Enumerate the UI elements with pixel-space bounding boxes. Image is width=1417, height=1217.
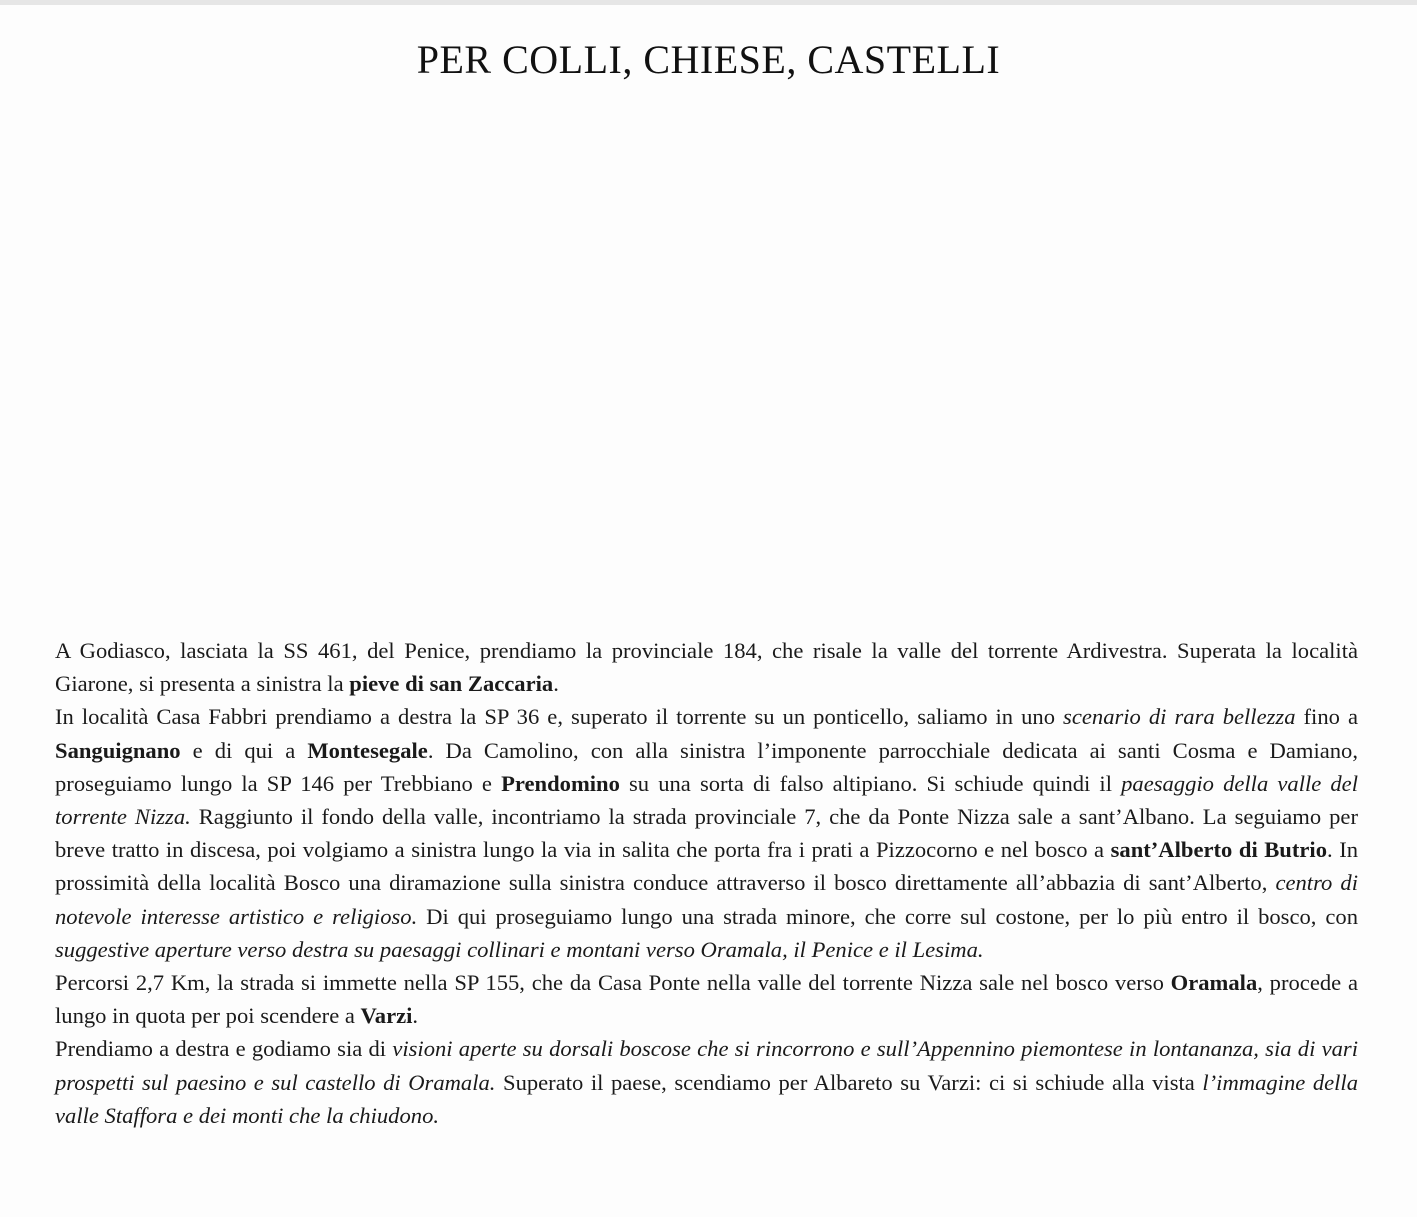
text-run: In località Casa Fabbri prendiamo a destra la SP 36 e, superato il torrente su un ponticello, saliamo in uno xyxy=(55,704,1064,730)
text-run: . In prossimità della località Bosco una diramazione sulla sinistra conduce attraverso il bosco direttamente all’abbazia di sant’Alberto, xyxy=(55,837,1359,896)
text-run: Di qui proseguiamo lungo una strada minore, che corre sul costone, per lo più entro il bosco, con xyxy=(417,903,1358,929)
text-run: , procede a lungo in quota per poi scendere a xyxy=(55,970,1358,1029)
text-run: e di qui a xyxy=(180,737,308,763)
paragraph-3 xyxy=(55,966,1358,1032)
emphasis: visioni aperte su dorsali boscose che si rincorrono e sull’Appennino piemontese in lontananza, sia di vari prospetti sul paesino e sul castello di Oramala. xyxy=(55,1036,1358,1095)
place-name: Varzi xyxy=(360,1003,413,1029)
place-name: Montesegale xyxy=(307,737,428,763)
page-top-edge xyxy=(0,0,1417,5)
paragraph-2 xyxy=(55,700,1358,966)
text-run: Superato il paese, scendiamo per Albareto su Varzi: ci si schiude alla vista xyxy=(495,1069,1203,1095)
body-text xyxy=(55,634,1358,1132)
place-name: Prendomino xyxy=(501,770,620,796)
place-name: sant’Alberto di Butrio xyxy=(1110,837,1328,863)
text-run: su una sorta di falso altipiano. Si schiude quindi il xyxy=(619,770,1122,796)
text-run: . Da Camolino, con alla sinistra l’imponente parrocchiale dedicata ai santi Cosma e Damiano, proseguiamo lungo la SP 146 per Trebbiano e xyxy=(55,737,1358,796)
page-title: PER COLLI, CHIESE, CASTELLI xyxy=(416,37,1001,82)
emphasis: centro di notevole interesse artistico e religioso. xyxy=(55,870,1358,929)
emphasis: suggestive aperture verso destra su paesaggi collinari e montani verso Oramala, il Penice e il Lesima. xyxy=(55,936,984,962)
place-name: pieve di san Zaccaria xyxy=(349,671,554,697)
emphasis: l’immagine della valle Staffora e dei monti che la chiudono. xyxy=(55,1069,1358,1128)
paragraph-4 xyxy=(55,1032,1358,1132)
emphasis: paesaggio della valle del torrente Nizza. xyxy=(55,770,1358,830)
text-run: A Godiasco, lasciata la SS 461, del Penice, prendiamo la provinciale 184, che risale la valle del torrente Ardivestra. Superata la località Giarone, si presenta a sinistra la xyxy=(55,638,1358,697)
text-run: fino a xyxy=(1295,704,1358,730)
place-name: Sanguignano xyxy=(55,737,181,763)
text-run: Percorsi 2,7 Km, la strada si immette nella SP 155, che da Casa Ponte nella valle del torrente Nizza sale nel bosco verso xyxy=(55,970,1171,996)
text-run: Raggiunto il fondo della valle, incontriamo la strada provinciale 7, che da Ponte Nizza sale a sant’Albano. La seguiamo per breve tratto in discesa, poi volgiamo a sinistra lungo la via in salita che porta fra i prati a Pizzocorno e nel bosco a xyxy=(55,804,1358,863)
place-name: Oramala xyxy=(1170,970,1258,996)
text-run: . xyxy=(553,671,559,697)
emphasis: scenario di rara bellezza xyxy=(1063,704,1296,730)
paragraph-1 xyxy=(55,634,1358,700)
text-run: Prendiamo a destra e godiamo sia di xyxy=(55,1036,393,1062)
text-run: . xyxy=(412,1003,419,1029)
